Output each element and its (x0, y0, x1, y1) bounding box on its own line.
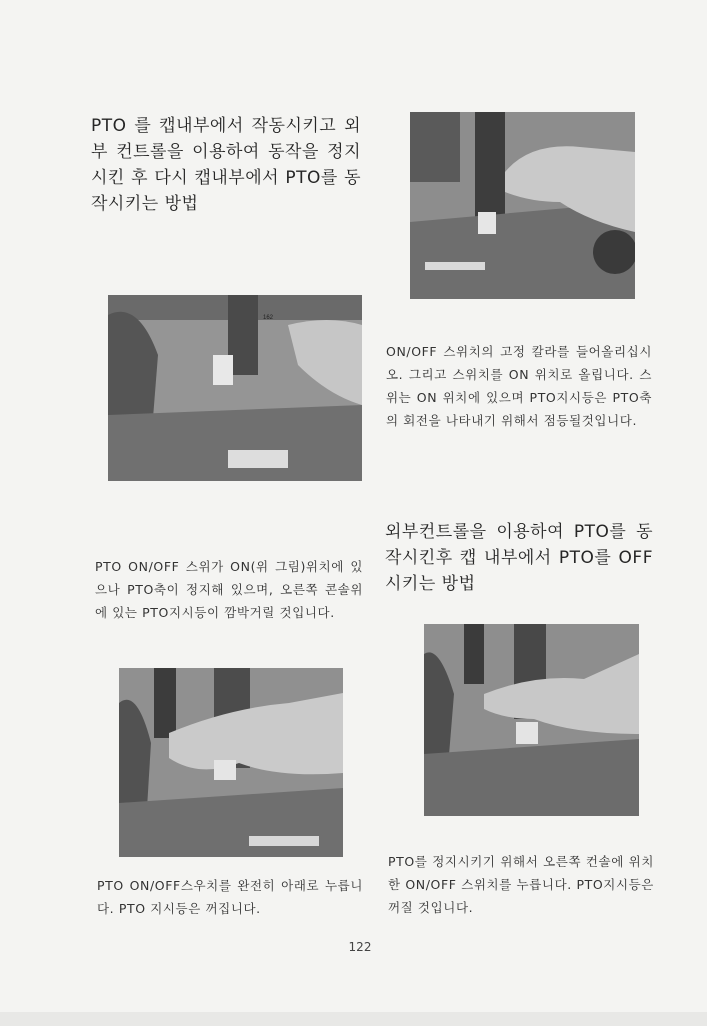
heading-cab-operation: PTO 를 캡내부에서 작동시키고 외부 컨트롤을 이용하여 동작을 정지시킨 후 다시 캡내부에서 PTO를 동작시키는 방법 (91, 116, 361, 214)
photo-external-control-switch (424, 624, 639, 816)
caption-press-switch-down: PTO ON/OFF스우치를 완전히 아래로 누릅니다. PTO 지시등은 꺼집니다. (97, 878, 363, 916)
photo-switch-on-position (108, 295, 362, 481)
photo-hand-lifting-switch-collar (410, 112, 635, 299)
page-number: 122 (348, 940, 372, 954)
page-bottom-edge (0, 1012, 707, 1026)
caption-stop-pto: PTO를 정지시키기 위해서 오른쪽 컨솔에 위치한 ON/OFF 스위치를 누릅니다. PTO지시등은 꺼질 것입니다. (388, 854, 654, 915)
photo-label: 162 (263, 315, 274, 321)
caption-lift-collar: ON/OFF 스위치의 고정 칼라를 들어올리십시오. 그리고 스위치를 ON 위치로 올립니다. 스위는 ON 위치에 있으며 PTO지시등은 PTO축의 회전을 나타내기 위해서 점등될것입니다. (386, 344, 652, 428)
photo-press-switch-down (119, 668, 343, 857)
heading-external-control: 외부컨트롤을 이용하여 PTO를 동작시킨후 캡 내부에서 PTO를 OFF 시키는 방법 (385, 522, 653, 594)
caption-indicator-blinking: PTO ON/OFF 스위가 ON(위 그림)위치에 있으나 PTO축이 정지해 있으며, 오른쪽 콘솔위에 있는 PTO지시등이 깜박거릴 것입니다. (95, 559, 363, 620)
